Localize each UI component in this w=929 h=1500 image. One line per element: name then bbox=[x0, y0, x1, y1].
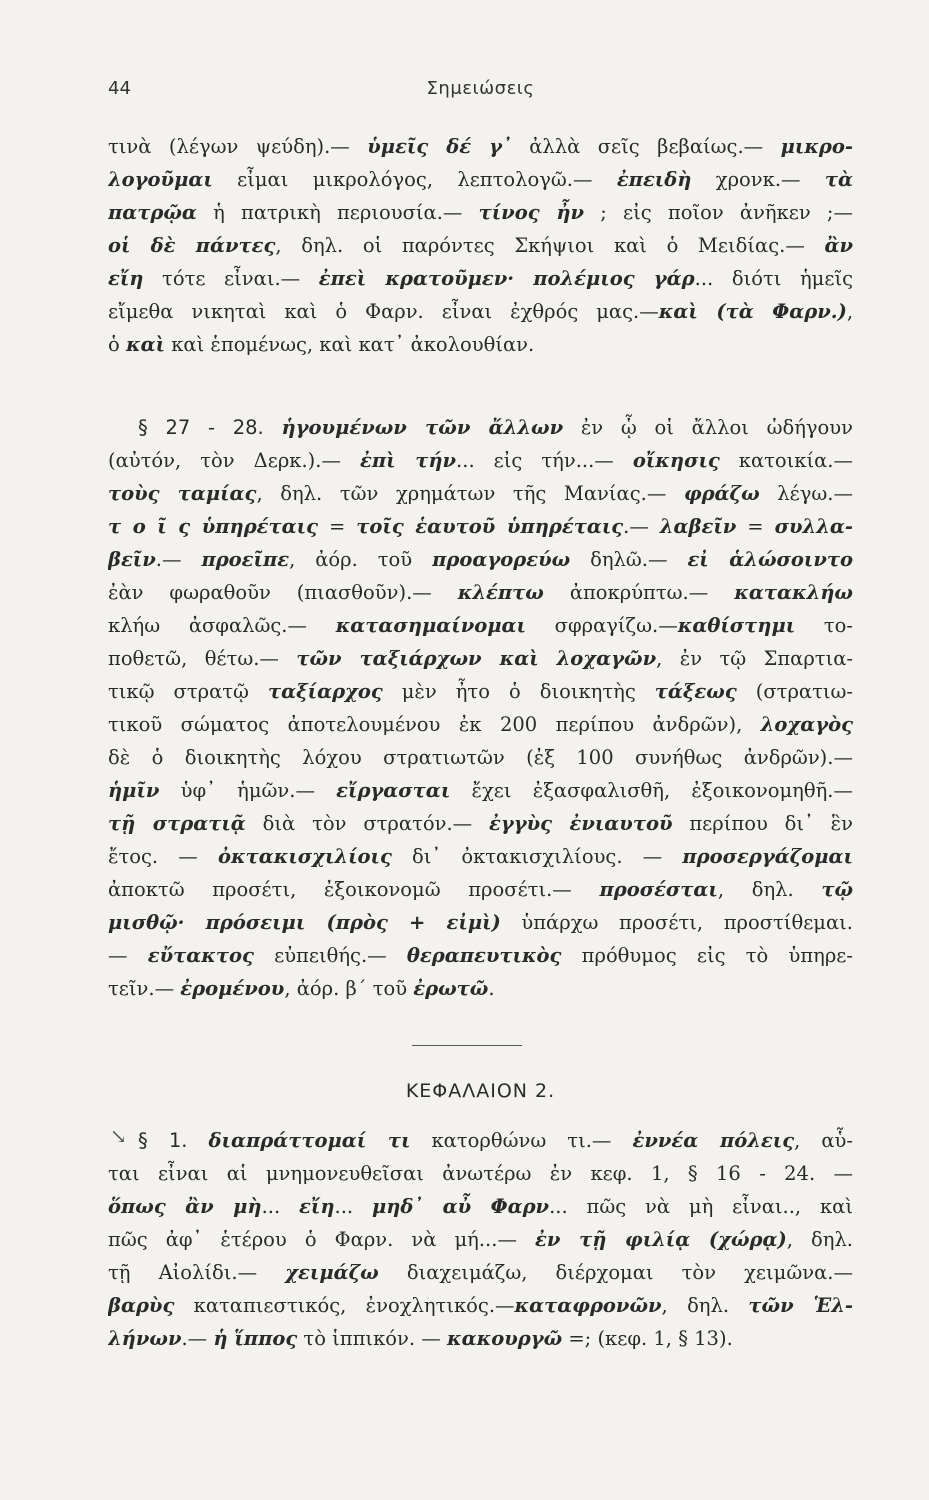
page-number: 44 bbox=[108, 78, 131, 99]
text-line: — εὔτακτος εὐπειθής.— θεραπευτικὸς πρόθυμος εἰς τὸ ὑπηρε- bbox=[108, 944, 853, 967]
margin-pencil-mark: ↘ bbox=[110, 1124, 127, 1148]
text-line: δὲ ὁ διοικητὴς λόχου στρατιωτῶν (ἐξ 100 συνήθως ἀνδρῶν).— bbox=[108, 746, 853, 769]
text-line: οἱ δὲ πάντες, δηλ. οἱ παρόντες Σκήψιοι καὶ ὁ Μειδίας.— ἂν bbox=[108, 234, 853, 257]
text-line: § 1. διαπράττομαί τι κατορθώνω τι.— ἐννέα πόλεις, αὗ- bbox=[138, 1129, 853, 1152]
text-line: τεῖν.— ἐρομένου, ἀόρ. β΄ τοῦ ἐρωτῶ. bbox=[108, 977, 495, 1000]
text-line: βεῖν.— προεῖπε, ἀόρ. τοῦ προαγορεύω δηλῶ.— εἰ ἁλώσοιντο bbox=[108, 548, 853, 571]
text-line: πατρῷα ἡ πατρικὴ περιουσία.— τίνος ἦν ; εἰς ποῖον ἀνῆκεν ;— bbox=[108, 201, 853, 224]
running-title: Σημειώσεις bbox=[426, 78, 535, 99]
page-header bbox=[108, 78, 853, 106]
text-line: (αὐτόν, τὸν Δερκ.).— ἐπὶ τήν... εἰς τήν...— οἴκησις κατοικία.— bbox=[108, 449, 853, 472]
text-line: πῶς ἀφ᾽ ἑτέρου ὁ Φαρν. νὰ μή...— ἐν τῇ φιλίᾳ (χώρᾳ), δηλ. bbox=[108, 1228, 853, 1251]
text-line: μισθῷ· πρόσειμι (πρὸς + εἰμὶ) ὑπάρχω προσέτι, προστίθεμαι. bbox=[108, 911, 853, 934]
text-line: ἡμῖν ὑφ᾽ ἡμῶν.— εἴργασται ἔχει ἐξασφαλισθῆ, ἐξοικονομηθῆ.— bbox=[108, 779, 853, 802]
text-line: ποθετῶ, θέτω.— τῶν ταξιάρχων καὶ λοχαγῶν, ἐν τῷ Σπαρτια- bbox=[108, 647, 853, 670]
text-line: § 27 - 28. ἡγουμένων τῶν ἄλλων ἐν ᾧ οἱ ἄλλοι ὡδήγουν bbox=[138, 416, 853, 439]
text-line: τῇ στρατιᾷ διὰ τὸν στρατόν.— ἐγγὺς ἐνιαυτοῦ περίπου δι᾽ ἓν bbox=[108, 812, 853, 835]
text-line: εἴμεθα νικηταὶ καὶ ὁ Φαρν. εἶναι ἐχθρός μας.—καὶ (τὰ Φαρν.), bbox=[108, 300, 853, 323]
text-line: βαρὺς καταπιεστικός, ἐνοχλητικός.—καταφρονῶν, δηλ. τῶν Ἑλ- bbox=[108, 1294, 853, 1317]
text-line: κλήω ἀσφαλῶς.— κατασημαίνομαι σφραγίζω.—καθίστημι το- bbox=[108, 614, 853, 637]
text-line: ται εἶναι αἱ μνημονευθεῖσαι ἀνωτέρω ἐν κεφ. 1, § 16 - 24. — bbox=[108, 1162, 853, 1185]
text-line: τ ο ῖ ς ὑπηρέταις = τοῖς ἑαυτοῦ ὑπηρέταις.— λαβεῖν = συλλα- bbox=[108, 515, 853, 538]
text-line: τικῷ στρατῷ ταξίαρχος μὲν ἦτο ὁ διοικητὴς τάξεως (στρατιω- bbox=[108, 680, 853, 703]
chapter-heading: ΚΕΦΑΛΑΙΟΝ 2. bbox=[405, 1080, 556, 1102]
text-line: ἀποκτῶ προσέτι, ἐξοικονομῶ προσέτι.— προσέσται, δηλ. τῷ bbox=[108, 878, 853, 901]
text-line: ὅπως ἂν μὴ... εἴη... μηδ᾽ αὖ Φαρν... πῶς νὰ μὴ εἶναι.., καὶ bbox=[108, 1195, 853, 1218]
text-line: τῇ Αἰολίδι.— χειμάζω διαχειμάζω, διέρχομαι τὸν χειμῶνα.— bbox=[108, 1261, 853, 1284]
text-line: ὁ καὶ καὶ ἑπομένως, καὶ κατ᾽ ἀκολουθίαν. bbox=[108, 333, 535, 356]
text-line: τικοῦ σώματος ἀποτελουμένου ἐκ 200 περίπου ἀνδρῶν), λοχαγὸς bbox=[108, 713, 853, 736]
text-line: ἐὰν φωραθοῦν (πιασθοῦν).— κλέπτω ἀποκρύπτω.— κατακλήω bbox=[108, 581, 853, 604]
text-line: λήνων.— ἡ ἵππος τὸ ἱππικόν. — κακουργῶ =; (κεφ. 1, § 13). bbox=[108, 1327, 733, 1350]
section-divider bbox=[412, 1045, 522, 1046]
text-line: τινὰ (λέγων ψεύδη).— ὑμεῖς δέ γ᾽ ἀλλὰ σεῖς βεβαίως.— μικρο- bbox=[108, 135, 853, 158]
text-line: ἔτος. — ὀκτακισχιλίοις δι᾽ ὀκτακισχιλίους. — προσεργάζομαι bbox=[108, 845, 853, 868]
text-line: λογοῦμαι εἶμαι μικρολόγος, λεπτολογῶ.— ἐπειδὴ χρονκ.— τὰ bbox=[108, 168, 853, 191]
text-line: εἴη τότε εἶναι.— ἐπεὶ κρατοῦμεν· πολέμιος γάρ... διότι ἡμεῖς bbox=[108, 267, 853, 290]
text-line: τοὺς ταμίας, δηλ. τῶν χρημάτων τῆς Μανίας.— φράζω λέγω.— bbox=[108, 482, 853, 505]
